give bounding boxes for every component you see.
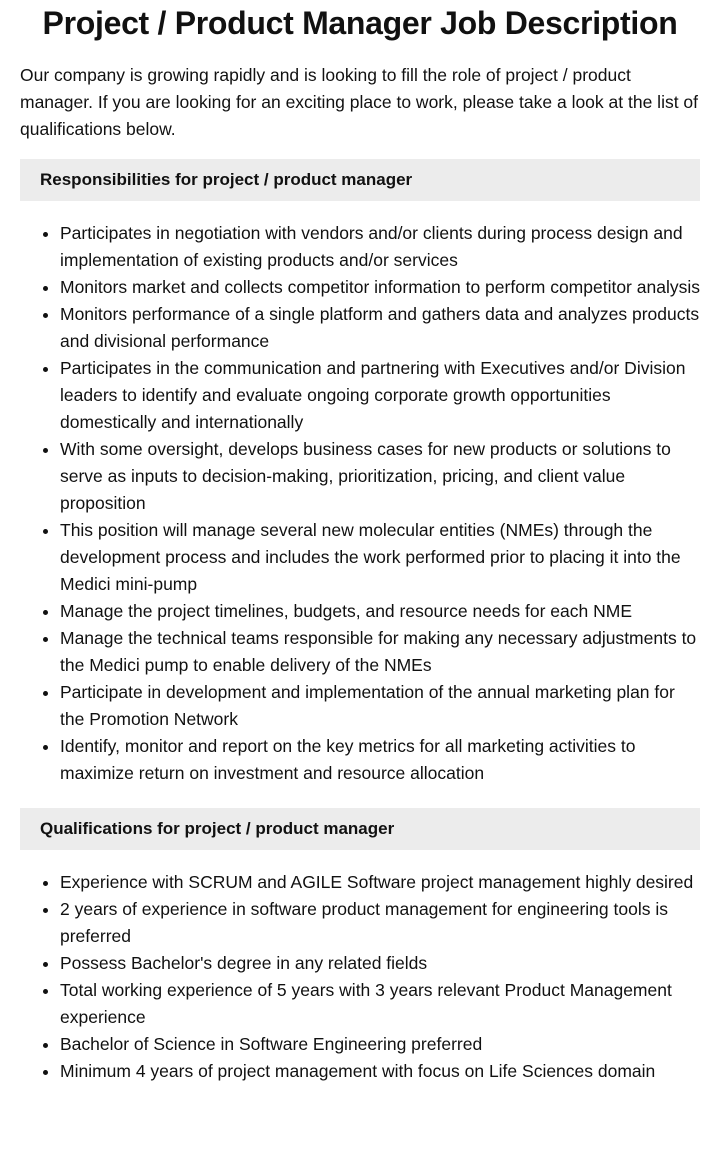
list-item: • Experience with SCRUM and AGILE Software project management highly desired: [60, 869, 700, 896]
list-item: • Minimum 4 years of project management with focus on Life Sciences domain: [60, 1058, 700, 1085]
list-item: • Identify, monitor and report on the key metrics for all marketing activities to maximize return on investment and resource allocation: [60, 733, 700, 787]
list-item: • Manage the project timelines, budgets, and resource needs for each NME: [60, 598, 700, 625]
responsibilities-heading: Responsibilities for project / product manager: [20, 159, 700, 201]
responsibilities-list: [20, 220, 700, 787]
intro-paragraph: Our company is growing rapidly and is looking to fill the role of project / product manager. If you are looking for an exciting place to work, please take a look at the list of qualifications below.: [20, 65, 699, 139]
list-item: • Participate in development and implementation of the annual marketing plan for the Promotion Network: [60, 679, 700, 733]
list-item: • Participates in negotiation with vendors and/or clients during process design and implementation of existing products and/or services: [60, 220, 700, 274]
list-item: • 2 years of experience in software product management for engineering tools is preferred: [60, 896, 700, 950]
list-item: • Total working experience of 5 years with 3 years relevant Product Management experience: [60, 977, 700, 1031]
list-item: • Manage the technical teams responsible for making any necessary adjustments to the Medici pump to enable delivery of the NMEs: [60, 625, 700, 679]
list-item: • Bachelor of Science in Software Engineering preferred: [60, 1031, 700, 1058]
list-item: • This position will manage several new molecular entities (NMEs) through the development process and includes the work performed prior to placing it into the Medici mini-pump: [60, 517, 700, 598]
qualifications-heading: Qualifications for project / product manager: [20, 808, 700, 850]
list-item: • Monitors performance of a single platform and gathers data and analyzes products and divisional performance: [60, 301, 700, 355]
qualifications-list: [20, 869, 700, 1085]
page-title: Project / Product Manager Job Description: [42, 5, 678, 41]
list-item: • Participates in the communication and partnering with Executives and/or Division leaders to identify and evaluate ongoing corporate growth opportunities domestically and internationally: [60, 355, 700, 436]
list-item: • Possess Bachelor's degree in any related fields: [60, 950, 700, 977]
list-item: • Monitors market and collects competitor information to perform competitor analysis: [60, 274, 700, 301]
list-item: • With some oversight, develops business cases for new products or solutions to serve as inputs to decision-making, prioritization, pricing, and client value proposition: [60, 436, 700, 517]
